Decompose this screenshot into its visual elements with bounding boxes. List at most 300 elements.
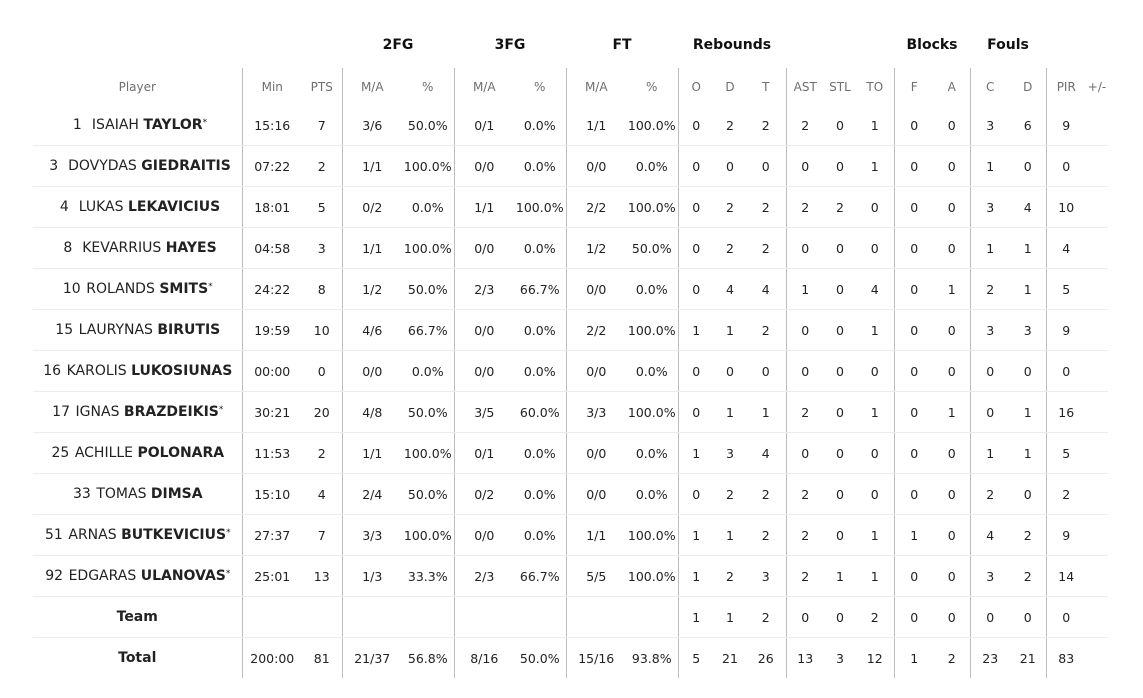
stat-reb-d: 2 [714, 556, 746, 597]
player-last-name[interactable]: SMITS [159, 281, 209, 297]
col-header-stl[interactable]: STL [829, 79, 851, 94]
total-row [33, 638, 1108, 679]
stat-blk-a: 0 [934, 105, 970, 146]
stat-min: 00:00 [242, 351, 302, 392]
player-number: 25 [51, 445, 70, 461]
stat-stl: 0 [824, 597, 856, 638]
stat-stl: 0 [824, 351, 856, 392]
stat-fg2-ma: 1/1 [342, 433, 402, 474]
col-header-3fg-pct[interactable]: % [534, 79, 546, 94]
player-number: 16 [43, 363, 62, 379]
stat-ft-ma: 1/2 [566, 228, 626, 269]
stat-reb-o: 1 [678, 310, 714, 351]
stat-ft-pct: 0.0% [626, 433, 678, 474]
col-header-pts[interactable]: PTS [310, 79, 333, 94]
stat-reb-t: 1 [746, 392, 786, 433]
stat-reb-d: 1 [714, 392, 746, 433]
stat-foul-d: 1 [1010, 269, 1046, 310]
group-2fg: 2FG [382, 37, 414, 53]
stat-reb-o: 5 [678, 638, 714, 679]
stat-foul-c: 1 [970, 146, 1010, 187]
stat-fg3-pct: 0.0% [514, 474, 566, 515]
stat-stl: 0 [824, 228, 856, 269]
stat-reb-d: 1 [714, 597, 746, 638]
player-first-name[interactable]: LAURYNAS [78, 322, 153, 338]
player-cell [33, 515, 242, 556]
stat-plus-minus [1086, 187, 1108, 228]
stat-blk-a: 0 [934, 433, 970, 474]
stat-pts: 7 [302, 515, 342, 556]
stat-fg3-pct: 100.0% [514, 187, 566, 228]
col-header-2fg-ma[interactable]: M/A [342, 68, 402, 105]
stat-fg2-pct [402, 597, 454, 638]
stat-stl: 0 [824, 433, 856, 474]
col-header-blk-f[interactable]: F [894, 68, 934, 105]
player-number: 8 [63, 240, 73, 256]
stat-blk-a: 0 [934, 474, 970, 515]
starter-mark: * [208, 282, 213, 292]
stat-plus-minus [1086, 597, 1108, 638]
stat-fg2-pct: 50.0% [402, 105, 454, 146]
stat-reb-o: 1 [678, 597, 714, 638]
stat-ast: 2 [786, 187, 824, 228]
col-header-pir[interactable]: PIR [1046, 68, 1086, 105]
stat-fg3-pct: 66.7% [514, 556, 566, 597]
stat-to: 1 [856, 392, 894, 433]
stat-reb-o: 0 [678, 392, 714, 433]
stat-reb-d: 4 [714, 269, 746, 310]
stat-foul-d: 6 [1010, 105, 1046, 146]
stat-reb-o: 0 [678, 187, 714, 228]
stat-ft-ma: 15/16 [566, 638, 626, 679]
starter-mark: * [226, 528, 231, 538]
stat-ast: 0 [786, 597, 824, 638]
stat-reb-o: 1 [678, 556, 714, 597]
stat-to: 12 [866, 650, 883, 666]
stat-blk-a: 0 [934, 228, 970, 269]
player-number: 4 [59, 199, 69, 215]
stat-fg3-ma: 2/3 [454, 556, 514, 597]
stat-blk-a: 0 [934, 515, 970, 556]
stat-fg3-ma: 0/0 [454, 351, 514, 392]
stat-to: 1 [856, 105, 894, 146]
stat-min: 04:58 [242, 228, 302, 269]
stat-blk-a: 0 [934, 556, 970, 597]
stat-foul-c: 0 [970, 597, 1010, 638]
stat-stl: 0 [824, 474, 856, 515]
stat-fg3-ma [454, 597, 514, 638]
stat-reb-t: 2 [746, 515, 786, 556]
stat-foul-d: 0 [1010, 146, 1046, 187]
stat-blk-f: 0 [894, 433, 934, 474]
player-row [33, 269, 1108, 310]
stat-plus-minus [1086, 392, 1108, 433]
stat-ft-pct: 100.0% [626, 187, 678, 228]
stat-blk-f: 1 [894, 638, 934, 679]
stat-foul-c: 23 [970, 638, 1010, 679]
stat-foul-d: 21 [1019, 650, 1036, 666]
stat-fg2-pct: 50.0% [402, 474, 454, 515]
stat-foul-d: 1 [1010, 228, 1046, 269]
stat-ft-pct: 50.0% [626, 228, 678, 269]
col-header-ast[interactable]: AST [786, 68, 824, 105]
stat-reb-t: 2 [746, 187, 786, 228]
stat-foul-c: 0 [970, 351, 1010, 392]
player-last-name[interactable]: BRAZDEIKIS [123, 404, 219, 420]
stat-ft-pct: 0.0% [626, 351, 678, 392]
stat-fg3-ma: 0/0 [454, 310, 514, 351]
stat-fg3-pct: 60.0% [514, 392, 566, 433]
stat-min: 18:01 [242, 187, 302, 228]
stat-fg2-ma: 3/6 [342, 105, 402, 146]
player-last-name[interactable]: BIRUTIS [157, 322, 221, 338]
stat-foul-d: 4 [1010, 187, 1046, 228]
col-header-ft-pct[interactable]: % [646, 79, 658, 94]
player-cell [33, 351, 242, 392]
stat-ft-ma: 0/0 [566, 269, 626, 310]
col-header-foul-c[interactable]: C [970, 68, 1010, 105]
stat-fg2-pct: 56.8% [407, 650, 448, 666]
stat-blk-f: 0 [894, 228, 934, 269]
stat-blk-f: 0 [894, 187, 934, 228]
player-row [33, 310, 1108, 351]
stat-reb-o: 1 [678, 433, 714, 474]
player-row [33, 351, 1108, 392]
player-last-name[interactable]: TAYLOR [143, 117, 203, 133]
stat-plus-minus [1086, 146, 1108, 187]
stat-ft-ma: 0/0 [566, 351, 626, 392]
stat-reb-t: 2 [746, 474, 786, 515]
stat-pir: 9 [1046, 310, 1086, 351]
stat-pts: 2 [302, 433, 342, 474]
player-first-name[interactable]: ACHILLE [74, 445, 134, 461]
stat-to: 1 [856, 146, 894, 187]
stat-foul-c: 2 [970, 474, 1010, 515]
stat-reb-d: 2 [714, 474, 746, 515]
stat-fg2-pct: 33.3% [402, 556, 454, 597]
stat-min: 15:16 [242, 105, 302, 146]
player-cell [33, 556, 242, 597]
stat-ast: 0 [786, 433, 824, 474]
stat-fg2-pct: 100.0% [402, 433, 454, 474]
stat-ft-ma: 1/1 [566, 105, 626, 146]
stat-pts: 7 [302, 105, 342, 146]
stat-stl: 0 [824, 515, 856, 556]
stat-foul-c: 3 [970, 187, 1010, 228]
group-3fg: 3FG [494, 37, 526, 53]
box-score-body [33, 105, 1108, 678]
stat-fg2-ma: 0/2 [342, 187, 402, 228]
stat-min: 27:37 [242, 515, 302, 556]
stat-fg2-pct: 100.0% [402, 228, 454, 269]
stat-blk-f: 0 [894, 269, 934, 310]
player-cell [33, 310, 242, 351]
player-row [33, 392, 1108, 433]
stat-blk-a: 1 [934, 392, 970, 433]
player-last-name[interactable]: HAYES [165, 240, 217, 256]
stat-to: 2 [856, 597, 894, 638]
stat-reb-d: 3 [714, 433, 746, 474]
stat-fg3-ma: 1/1 [454, 187, 514, 228]
stat-to: 1 [856, 310, 894, 351]
stat-ft-pct: 100.0% [626, 556, 678, 597]
stat-blk-f: 0 [894, 105, 934, 146]
player-first-name[interactable]: DOVYDAS [68, 158, 137, 174]
player-first-name[interactable]: KAROLIS [66, 363, 127, 379]
stat-fg2-ma: 4/6 [342, 310, 402, 351]
stat-pts: 8 [302, 269, 342, 310]
stat-min: 19:59 [242, 310, 302, 351]
stat-reb-o: 0 [678, 105, 714, 146]
stat-reb-t: 0 [746, 146, 786, 187]
stat-ft-ma: 5/5 [566, 556, 626, 597]
stat-foul-c: 3 [970, 310, 1010, 351]
player-first-name[interactable]: ROLANDS [86, 281, 155, 297]
col-header-2fg-pct[interactable]: % [422, 79, 434, 94]
stat-reb-t: 0 [746, 351, 786, 392]
total-row-label: Total [118, 650, 157, 666]
stat-pts [302, 597, 342, 638]
stat-fg2-pct: 100.0% [402, 146, 454, 187]
group-fouls: Fouls [987, 37, 1029, 53]
stat-min: 200:00 [242, 638, 302, 679]
player-cell [33, 228, 242, 269]
stat-plus-minus [1086, 105, 1108, 146]
player-last-name[interactable]: BUTKEVICIUS [121, 527, 227, 543]
stat-fg2-ma: 0/0 [342, 351, 402, 392]
group-blocks: Blocks [906, 37, 958, 53]
col-header-reb-t[interactable]: T [762, 79, 770, 94]
stat-blk-a: 0 [934, 310, 970, 351]
stat-ft-pct: 93.8% [631, 650, 672, 666]
stat-ft-pct: 100.0% [626, 310, 678, 351]
stat-fg3-ma: 0/1 [454, 105, 514, 146]
stat-fg3-ma: 0/0 [454, 515, 514, 556]
player-number: 33 [72, 486, 91, 502]
player-last-name[interactable]: POLONARA [137, 445, 225, 461]
stat-pts: 5 [302, 187, 342, 228]
col-header-blk-a[interactable]: A [947, 79, 956, 94]
col-header-foul-d[interactable]: D [1023, 79, 1033, 94]
stat-foul-d: 1 [1010, 392, 1046, 433]
player-last-name[interactable]: ULANOVAS [140, 568, 226, 584]
stat-ft-ma: 3/3 [566, 392, 626, 433]
player-row [33, 515, 1108, 556]
stat-pts: 4 [302, 474, 342, 515]
stat-fg3-pct: 0.0% [514, 433, 566, 474]
player-last-name[interactable]: LEKAVICIUS [127, 199, 221, 215]
stat-foul-d: 0 [1010, 474, 1046, 515]
player-row [33, 433, 1108, 474]
stat-plus-minus [1086, 556, 1108, 597]
stat-reb-o: 0 [678, 351, 714, 392]
stat-to: 0 [856, 187, 894, 228]
stat-pts: 81 [313, 650, 330, 666]
stat-min: 24:22 [242, 269, 302, 310]
player-number: 92 [45, 568, 64, 584]
player-first-name[interactable]: IGNAS [75, 404, 120, 420]
stat-pts: 13 [302, 556, 342, 597]
col-header-ft-ma[interactable]: M/A [566, 68, 626, 105]
stat-fg2-ma: 1/2 [342, 269, 402, 310]
player-last-name[interactable]: DIMSA [150, 486, 203, 502]
stat-pir: 0 [1046, 146, 1086, 187]
stat-fg2-pct: 0.0% [402, 187, 454, 228]
stat-ft-ma: 1/1 [566, 515, 626, 556]
stat-fg2-ma: 3/3 [342, 515, 402, 556]
stat-blk-a: 1 [934, 269, 970, 310]
stat-foul-c: 1 [970, 228, 1010, 269]
player-number: 1 [72, 117, 82, 133]
stat-to: 1 [856, 556, 894, 597]
col-header-reb-o[interactable]: O [678, 68, 714, 105]
player-first-name[interactable]: ARNAS [68, 527, 117, 543]
stat-min [242, 597, 302, 638]
stat-foul-d: 2 [1010, 515, 1046, 556]
stat-blk-a: 0 [934, 351, 970, 392]
group-blank [33, 22, 242, 68]
stat-fg3-pct: 0.0% [514, 105, 566, 146]
stat-ft-ma: 2/2 [566, 310, 626, 351]
player-row [33, 187, 1108, 228]
stat-foul-c: 0 [970, 392, 1010, 433]
player-first-name[interactable]: LUKAS [78, 199, 124, 215]
stat-plus-minus [1086, 638, 1108, 679]
col-header-to[interactable]: TO [866, 79, 884, 94]
starter-mark: * [225, 569, 231, 579]
stat-pts: 10 [302, 310, 342, 351]
stat-blk-f: 0 [894, 597, 934, 638]
stat-fg2-ma: 2/4 [342, 474, 402, 515]
player-cell [33, 392, 242, 433]
stat-fg3-pct: 50.0% [519, 650, 560, 666]
player-cell [33, 474, 242, 515]
stat-ft-ma [566, 597, 626, 638]
stat-reb-t: 2 [746, 597, 786, 638]
stat-fg2-pct: 100.0% [402, 515, 454, 556]
stat-ft-ma: 0/0 [566, 474, 626, 515]
stat-stl: 0 [824, 146, 856, 187]
team-row-label: Team [33, 597, 242, 638]
stat-foul-c: 2 [970, 269, 1010, 310]
player-cell [33, 146, 242, 187]
stat-ft-pct: 0.0% [626, 474, 678, 515]
col-header-plus-minus[interactable]: +/- [1087, 79, 1107, 94]
player-cell [33, 105, 242, 146]
stat-stl: 0 [824, 392, 856, 433]
group-rebounds: Rebounds [692, 37, 772, 53]
stat-reb-o: 0 [678, 269, 714, 310]
stat-ft-pct [626, 597, 678, 638]
stat-pir: 9 [1046, 105, 1086, 146]
player-number: 10 [62, 281, 81, 297]
stat-ast: 0 [786, 310, 824, 351]
stat-reb-t: 26 [757, 650, 774, 666]
stat-pir: 0 [1046, 351, 1086, 392]
col-header-player[interactable]: Player [118, 79, 156, 94]
stat-reb-d: 0 [714, 146, 746, 187]
stat-reb-o: 0 [678, 474, 714, 515]
stat-min: 30:21 [242, 392, 302, 433]
stat-fg3-pct: 0.0% [514, 351, 566, 392]
col-header-3fg-ma[interactable]: M/A [454, 68, 514, 105]
stat-fg3-ma: 3/5 [454, 392, 514, 433]
stat-fg3-ma: 0/1 [454, 433, 514, 474]
stat-to: 0 [856, 351, 894, 392]
stat-foul-c: 3 [970, 556, 1010, 597]
group-ft: FT [612, 37, 632, 53]
player-number: 17 [52, 404, 70, 420]
stat-pts: 3 [302, 228, 342, 269]
stat-blk-f: 0 [894, 146, 934, 187]
col-header-reb-d[interactable]: D [725, 79, 735, 94]
stat-ast: 2 [786, 474, 824, 515]
stat-ast: 2 [786, 392, 824, 433]
stat-fg3-pct [514, 597, 566, 638]
player-first-name[interactable]: ISAIAH [91, 117, 139, 133]
stat-stl: 1 [824, 556, 856, 597]
stat-min: 25:01 [242, 556, 302, 597]
col-header-min[interactable]: Min [242, 68, 302, 105]
stat-fg2-ma: 1/1 [342, 146, 402, 187]
stat-blk-f: 0 [894, 392, 934, 433]
stat-blk-a: 2 [947, 650, 956, 666]
stat-ast: 0 [786, 146, 824, 187]
player-first-name[interactable]: EDGARAS [68, 568, 137, 584]
player-last-name[interactable]: GIEDRAITIS [141, 158, 231, 174]
player-cell [33, 269, 242, 310]
stat-pir: 83 [1046, 638, 1086, 679]
stat-ft-pct: 0.0% [626, 146, 678, 187]
stat-plus-minus [1086, 474, 1108, 515]
stat-foul-c: 3 [970, 105, 1010, 146]
stat-ft-pct: 100.0% [626, 105, 678, 146]
stat-to: 0 [856, 474, 894, 515]
stat-blk-a: 0 [934, 146, 970, 187]
stat-plus-minus [1086, 310, 1108, 351]
stat-fg2-ma: 4/8 [342, 392, 402, 433]
player-first-name[interactable]: KEVARRIUS [82, 240, 162, 256]
stat-reb-o: 1 [678, 515, 714, 556]
player-number: 3 [49, 158, 59, 174]
stat-to: 0 [856, 228, 894, 269]
stat-reb-o: 0 [678, 228, 714, 269]
stat-ft-ma: 0/0 [566, 433, 626, 474]
column-header-row [33, 68, 1108, 105]
stat-fg2-ma: 21/37 [342, 638, 402, 679]
stat-pir: 4 [1046, 228, 1086, 269]
stat-foul-c: 1 [970, 433, 1010, 474]
stat-ast: 2 [786, 556, 824, 597]
stat-foul-d: 0 [1010, 351, 1046, 392]
stat-plus-minus [1086, 269, 1108, 310]
stat-fg2-ma: 1/1 [342, 228, 402, 269]
stat-fg3-ma: 0/0 [454, 146, 514, 187]
player-first-name[interactable]: TOMAS [96, 486, 147, 502]
stat-pts: 0 [302, 351, 342, 392]
stat-plus-minus [1086, 351, 1108, 392]
stat-fg3-pct: 66.7% [514, 269, 566, 310]
stat-reb-d: 0 [714, 351, 746, 392]
stat-foul-d: 0 [1010, 597, 1046, 638]
stat-ft-ma: 2/2 [566, 187, 626, 228]
stat-fg2-ma [342, 597, 402, 638]
player-last-name[interactable]: LUKOSIUNAS [131, 363, 233, 379]
stat-blk-f: 0 [894, 474, 934, 515]
player-cell [33, 433, 242, 474]
starter-mark: * [202, 118, 208, 128]
stat-fg3-pct: 0.0% [514, 310, 566, 351]
